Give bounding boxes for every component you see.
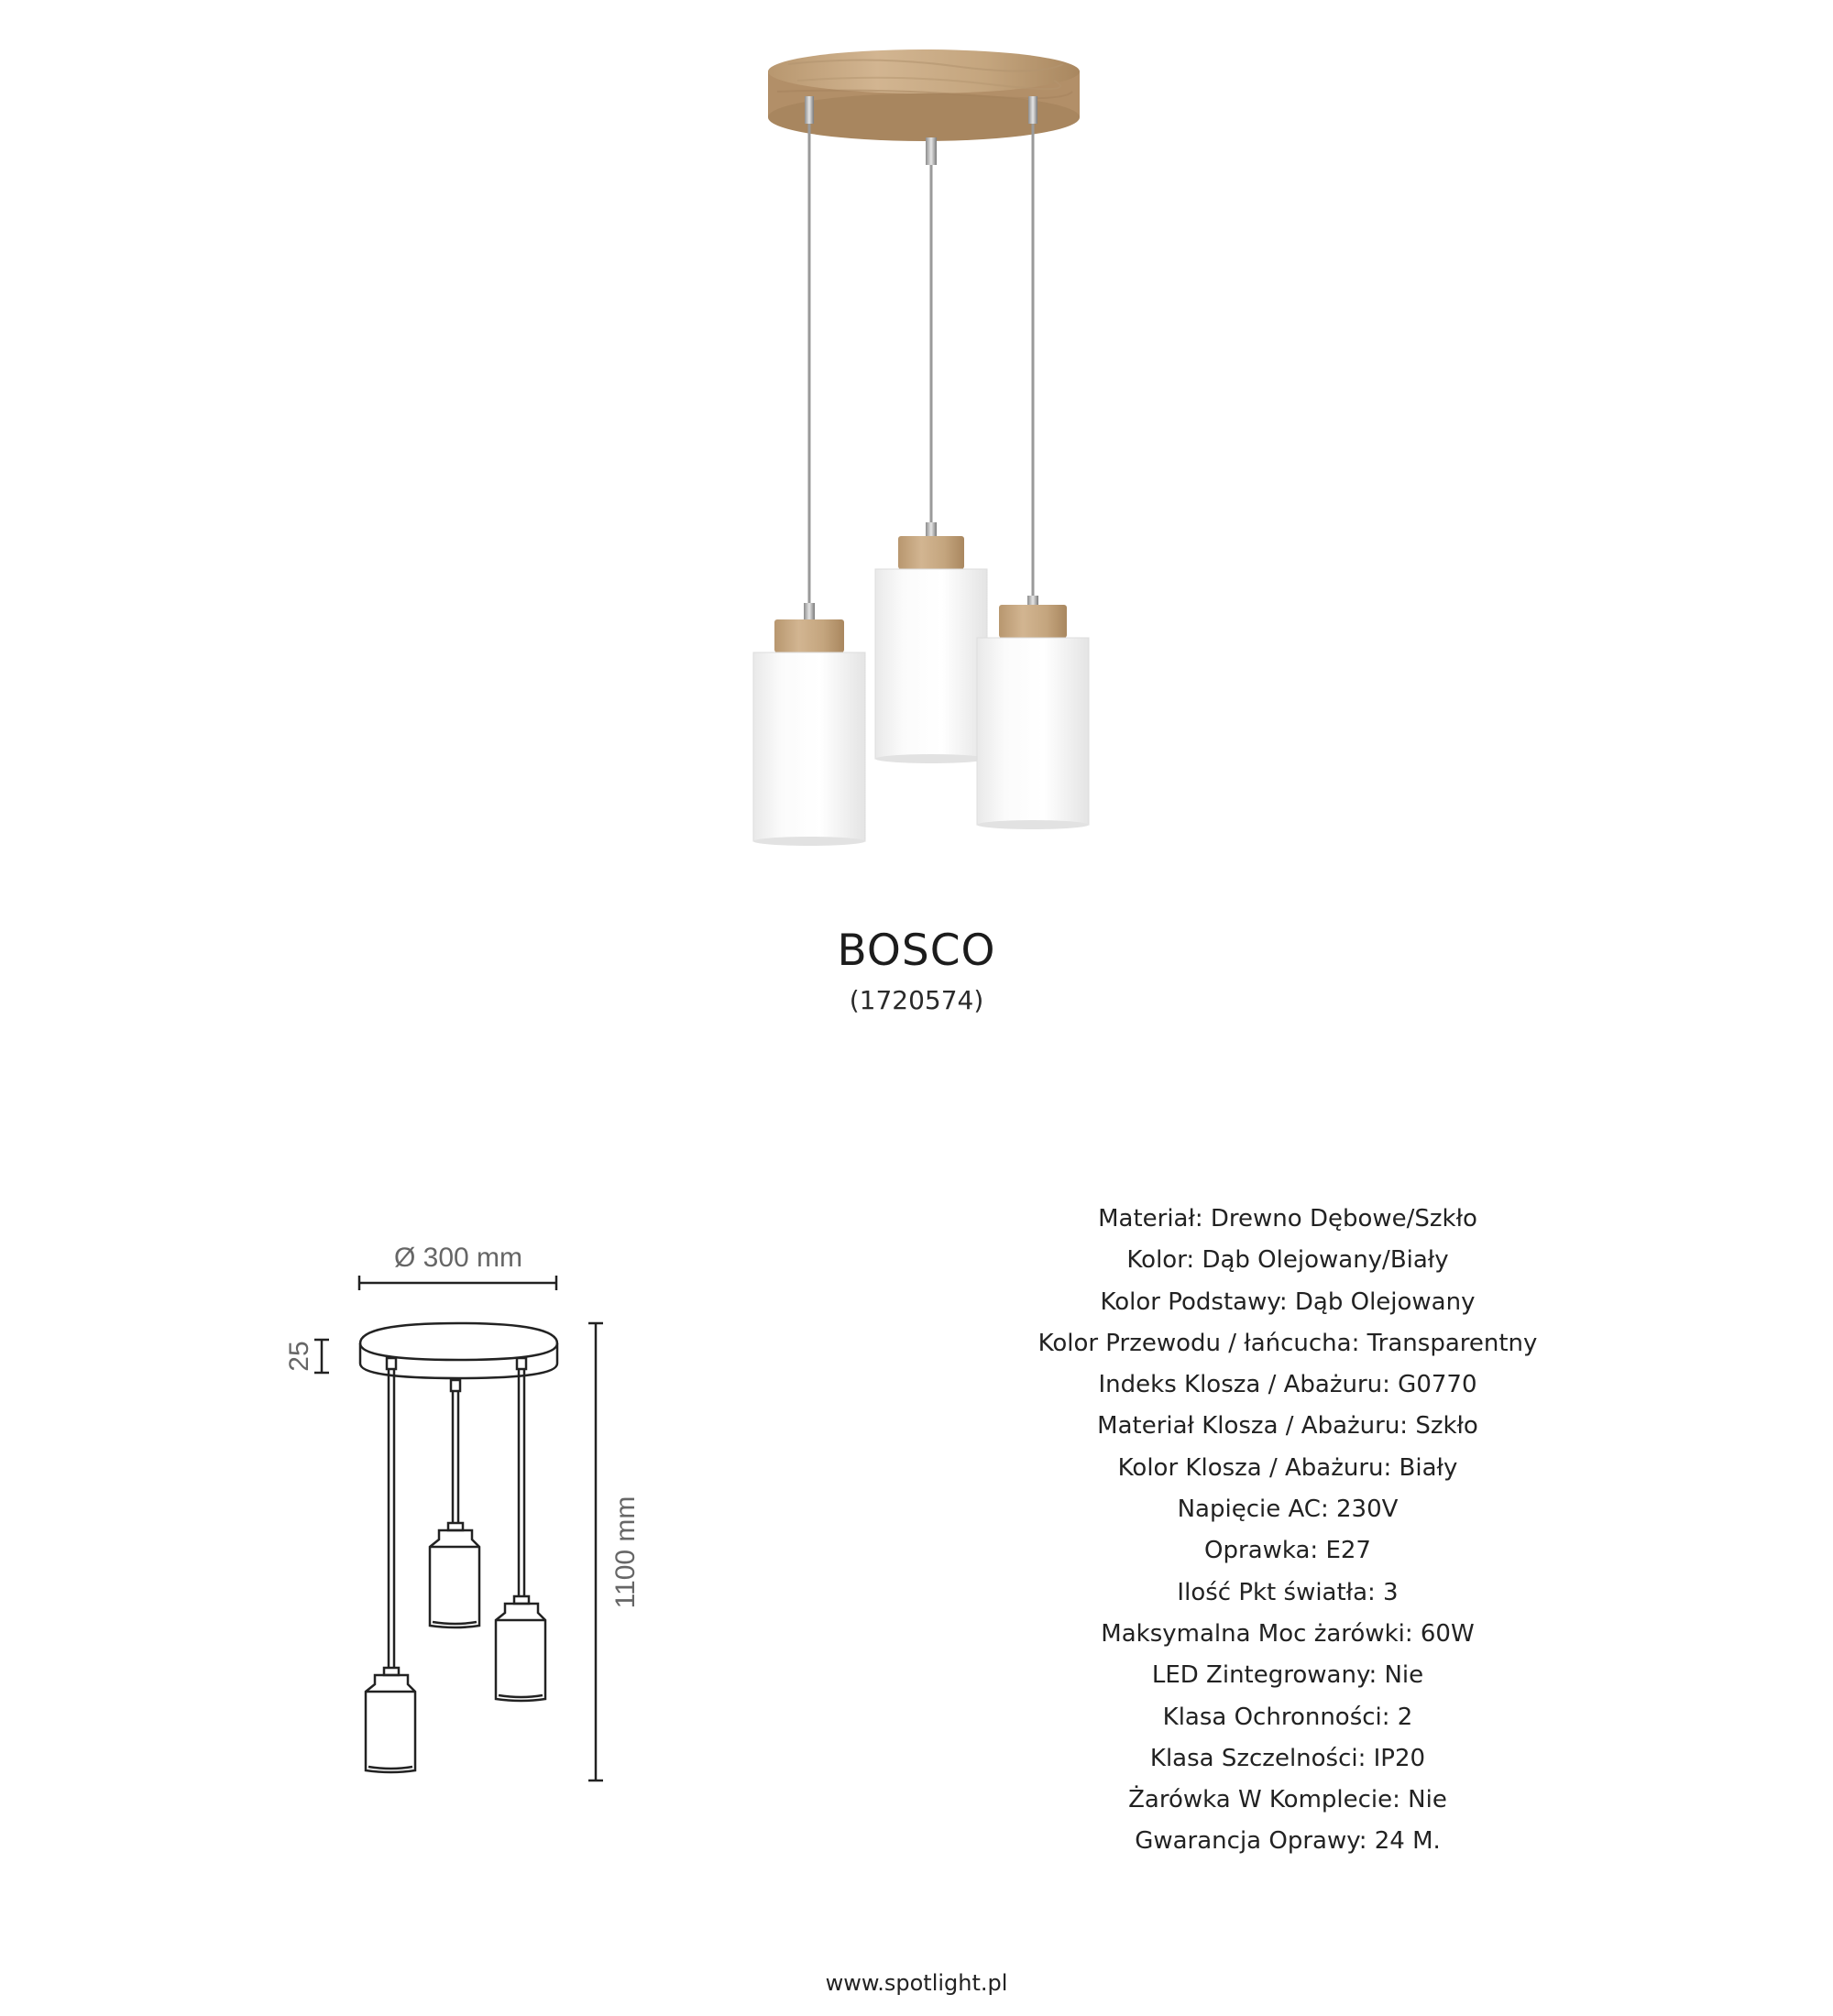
- spec-voltage: Napięcie AC: 230V: [1177, 1496, 1399, 1524]
- specification-list: [916, 1199, 1659, 1863]
- base-thickness-dimension-line: [314, 1340, 329, 1373]
- diameter-label: Ø 300 mm: [393, 1243, 523, 1273]
- spec-bulb-included: Żarówka W Komplecie: Nie: [1128, 1786, 1447, 1814]
- drawing-shade-left: [366, 1668, 415, 1772]
- product-code: (1720574): [849, 985, 984, 1015]
- drawing-shade-right: [496, 1596, 545, 1701]
- spec-protection-class: Klasa Ochronności: 2: [1162, 1703, 1413, 1731]
- diameter-dimension-line: [359, 1276, 556, 1290]
- spec-color: Kolor: Dąb Olejowany/Biały: [1126, 1246, 1449, 1275]
- base-thickness-label: 25: [283, 1341, 314, 1372]
- drawing-holder-right: [517, 1358, 526, 1369]
- height-dimension-line: [588, 1323, 603, 1780]
- footer-website-link[interactable]: www.spotlight.pl: [825, 1970, 1008, 1996]
- spec-base-color: Kolor Podstawy: Dąb Olejowany: [1100, 1287, 1476, 1316]
- drawing-shade-center: [430, 1523, 479, 1627]
- spec-shade-material: Materiał Klosza / Abażuru: Szkło: [1097, 1412, 1478, 1441]
- height-label: 1100 mm: [609, 1496, 641, 1609]
- spec-ip-rating: Klasa Szczelności: IP20: [1149, 1744, 1426, 1772]
- drawing-holder-center: [451, 1380, 460, 1391]
- product-name: BOSCO: [837, 926, 996, 976]
- spec-integrated-led: LED Zintegrowany: Nie: [1151, 1661, 1424, 1690]
- spec-warranty: Gwarancja Oprawy: 24 M.: [1135, 1827, 1441, 1856]
- spec-shade-color: Kolor Klosza / Abażuru: Biały: [1117, 1453, 1458, 1482]
- spec-socket: Oprawka: E27: [1204, 1537, 1371, 1565]
- spec-max-power: Maksymalna Moc żarówki: 60W: [1101, 1619, 1475, 1648]
- spec-cord-color: Kolor Przewodu / łańcucha: Transparentny: [1037, 1329, 1538, 1357]
- spec-material: Materiał: Drewno Dębowe/Szkło: [1098, 1205, 1477, 1233]
- spec-shade-index: Indeks Klosza / Abażuru: G0770: [1098, 1371, 1477, 1399]
- spec-light-points: Ilość Pkt światła: 3: [1177, 1578, 1399, 1606]
- drawing-holder-left: [387, 1358, 396, 1369]
